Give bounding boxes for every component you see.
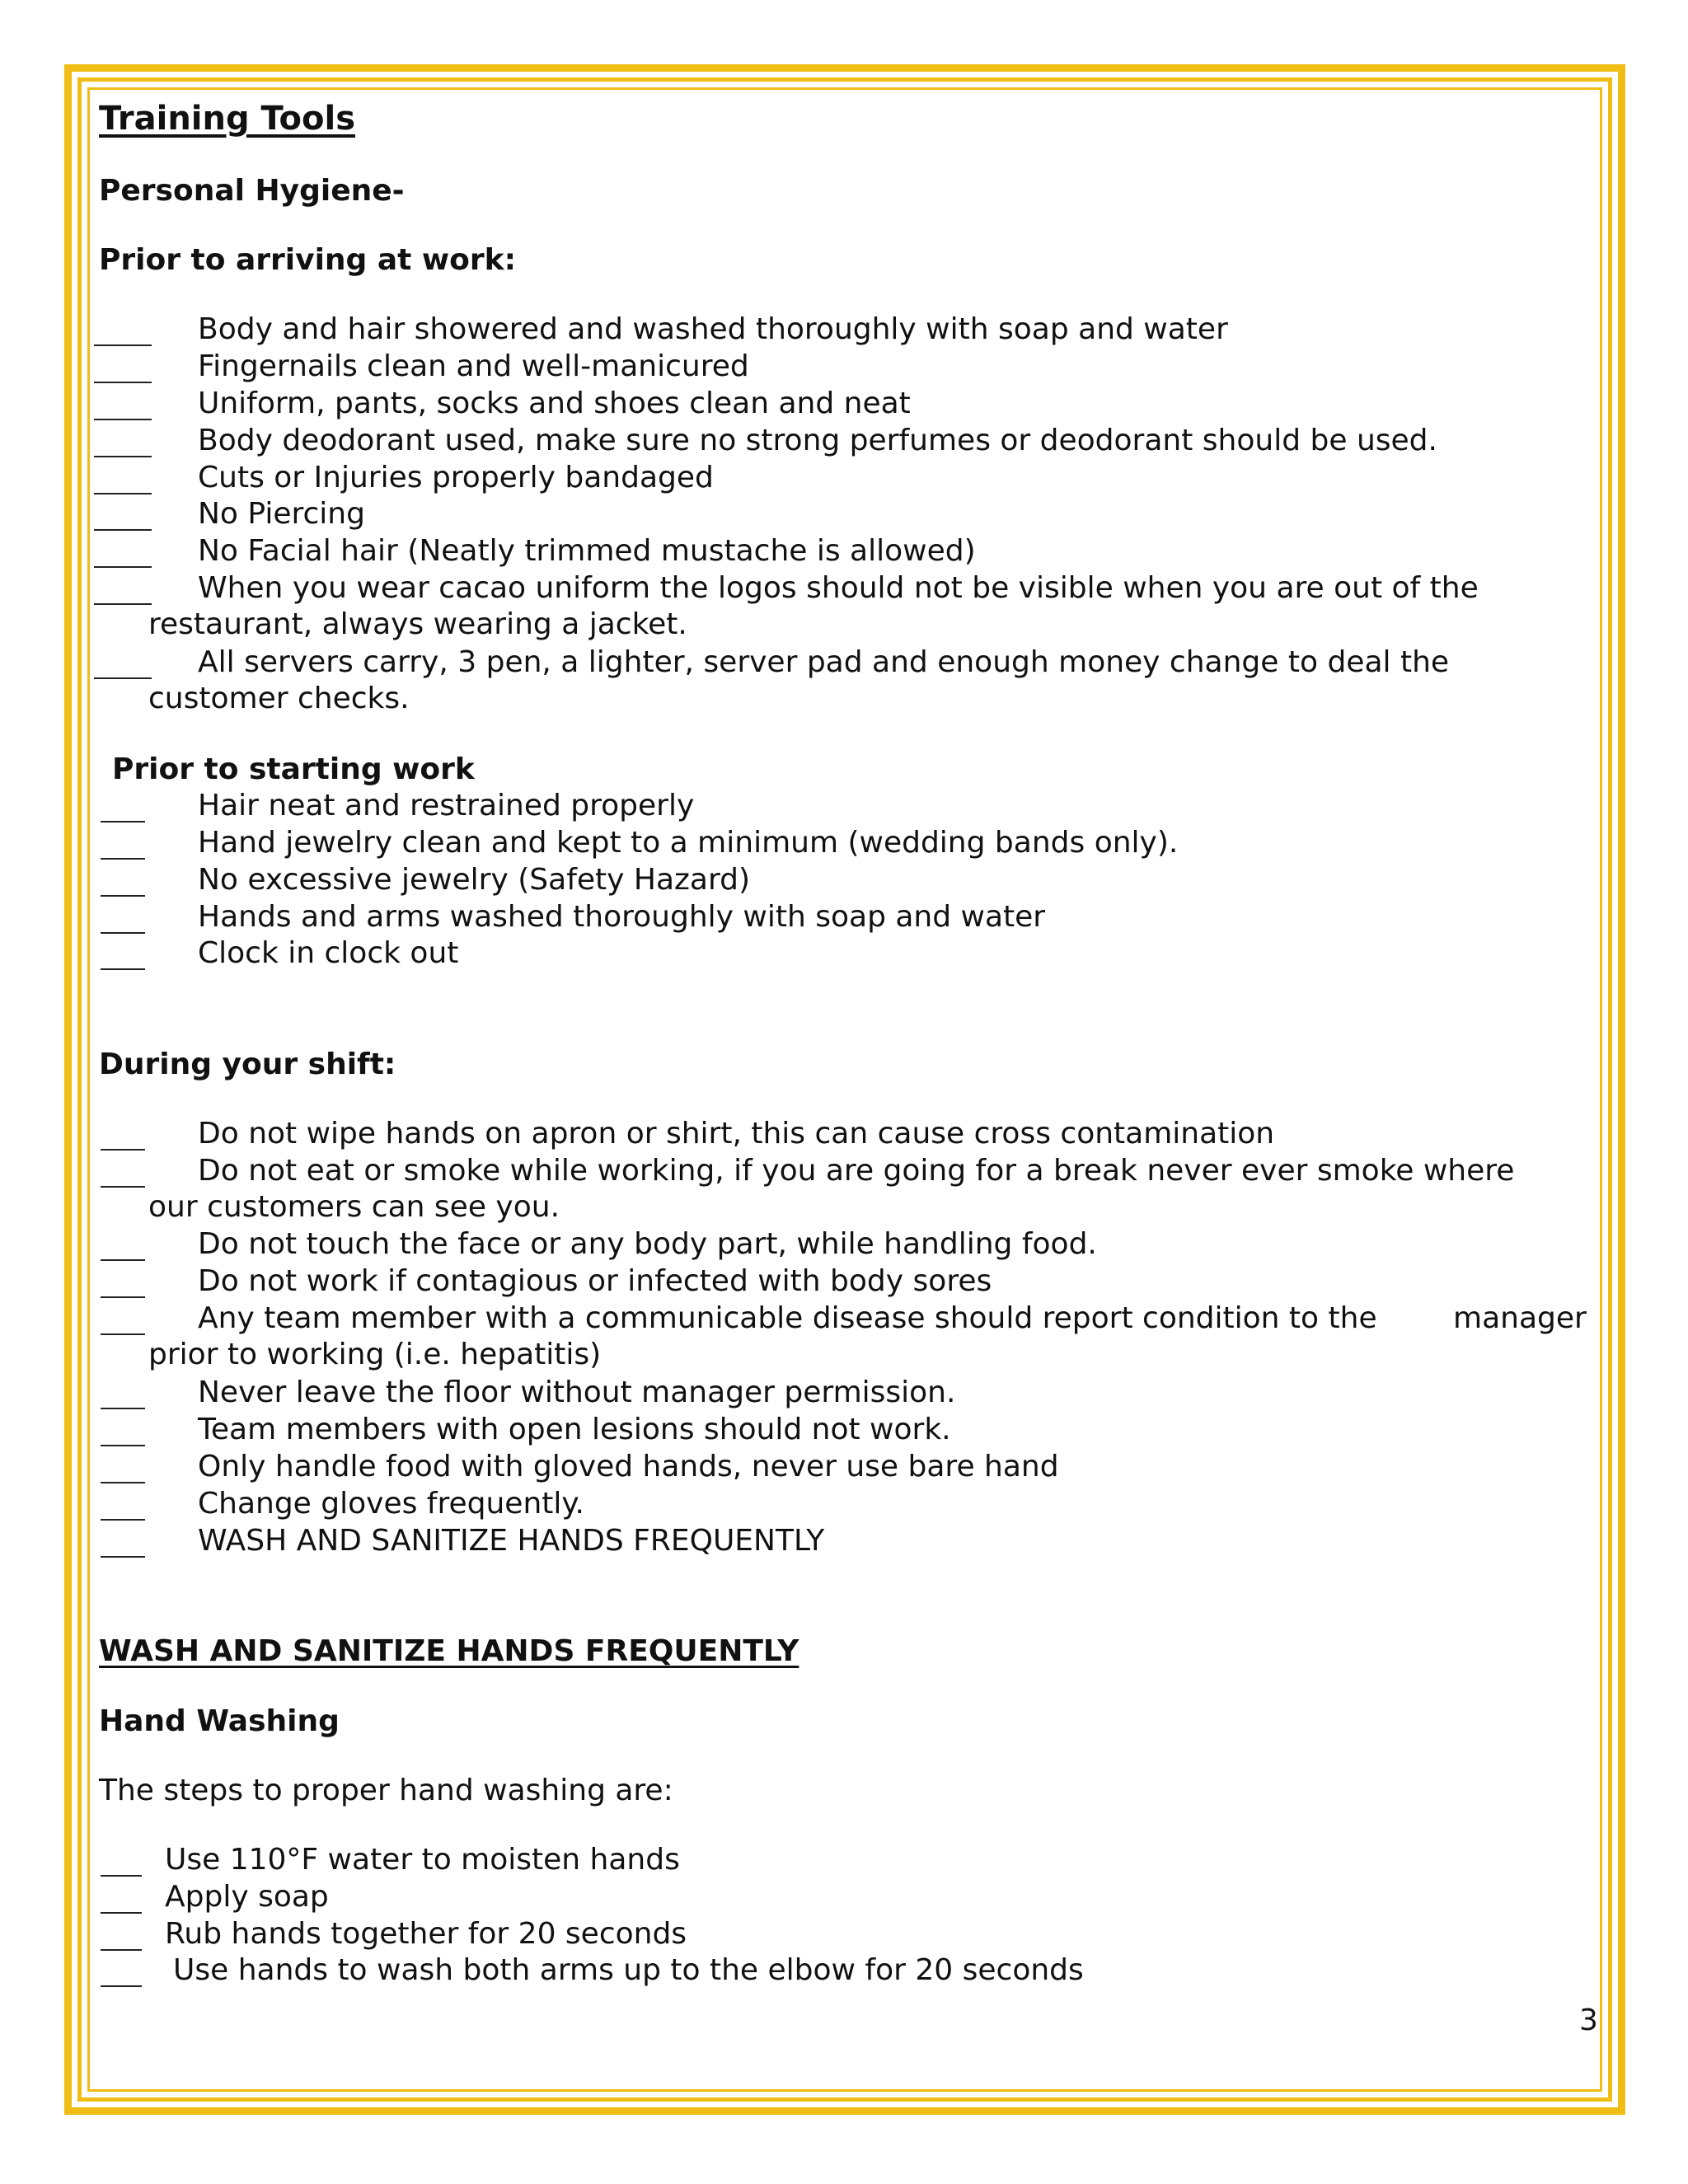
shift-item: Do not eat or smoke while working, if you are going for a break never ever smoke where (198, 1154, 1515, 1188)
checkbox-blank[interactable] (94, 344, 152, 346)
checkbox-blank[interactable] (101, 1296, 145, 1298)
checkbox-blank[interactable] (101, 932, 145, 934)
shift-item: Change gloves frequently. (198, 1487, 585, 1521)
arriving-item: Fingernails clean and well-manicured (198, 349, 749, 383)
shift-item: Do not work if contagious or infected with body sores (198, 1264, 992, 1298)
checkbox-blank[interactable] (101, 1556, 145, 1558)
arriving-item: All servers carry, 3 pen, a lighter, server pad and enough money change to deal the (198, 645, 1450, 679)
arriving-item: Uniform, pants, socks and shoes clean and neat (198, 387, 911, 420)
checkbox-blank[interactable] (101, 1985, 142, 1987)
checkbox-blank[interactable] (101, 895, 145, 897)
checkbox-blank[interactable] (101, 821, 145, 823)
hand-washing-heading: Hand Washing (99, 1704, 340, 1738)
shift-item-tail: manager (1453, 1301, 1587, 1335)
arriving-heading: Prior to arriving at work: (99, 243, 516, 277)
checkbox-blank[interactable] (94, 382, 152, 383)
arriving-item: When you wear cacao uniform the logos should not be visible when you are out of the (198, 571, 1479, 605)
arriving-item: Body deodorant used, make sure no strong perfumes or deodorant should be used. (198, 424, 1437, 457)
checkbox-blank[interactable] (101, 1445, 145, 1446)
checkbox-blank[interactable] (94, 566, 152, 568)
checkbox-blank[interactable] (94, 493, 152, 494)
shift-item: Team members with open lesions should not work. (198, 1413, 951, 1446)
starting-heading: Prior to starting work (112, 752, 475, 786)
starting-item: Hair neat and restrained properly (198, 789, 695, 823)
shift-item: Only handle food with gloved hands, never use bare hand (198, 1450, 1059, 1483)
checkbox-blank[interactable] (101, 1408, 145, 1409)
shift-item-continuation: our customers can see you. (148, 1190, 560, 1224)
checkbox-blank[interactable] (101, 968, 145, 970)
shift-item: Any team member with a communicable disease should report condition to the (198, 1301, 1377, 1335)
hand-washing-step: Rub hands together for 20 seconds (165, 1917, 687, 1951)
checkbox-blank[interactable] (94, 419, 152, 420)
checkbox-blank[interactable] (101, 1259, 145, 1261)
checkbox-blank[interactable] (101, 1875, 142, 1877)
starting-item: Hand jewelry clean and kept to a minimum (wedding bands only). (198, 826, 1179, 860)
starting-item: Clock in clock out (198, 936, 459, 970)
arriving-item: No Piercing (198, 497, 365, 531)
arriving-item-continuation: customer checks. (148, 682, 410, 715)
shift-item: WASH AND SANITIZE HANDS FREQUENTLY (198, 1524, 825, 1558)
checkbox-blank[interactable] (94, 603, 152, 605)
page-number: 3 (1579, 2004, 1598, 2037)
checkbox-blank[interactable] (94, 456, 152, 457)
starting-item: No excessive jewelry (Safety Hazard) (198, 863, 751, 897)
arriving-item: Cuts or Injuries properly bandaged (198, 461, 714, 494)
shift-item: Do not touch the face or any body part, while handling food. (198, 1227, 1097, 1261)
checkbox-blank[interactable] (101, 858, 145, 860)
checkbox-blank[interactable] (101, 1149, 145, 1151)
arriving-item-continuation: restaurant, always wearing a jacket. (148, 607, 687, 641)
arriving-item: No Facial hair (Neatly trimmed mustache is allowed) (198, 534, 976, 568)
hand-washing-intro: The steps to proper hand washing are: (99, 1774, 673, 1807)
checkbox-blank[interactable] (101, 1912, 142, 1914)
arriving-item: Body and hair showered and washed thoroughly with soap and water (198, 312, 1228, 346)
hand-washing-step: Use 110°F water to moisten hands (165, 1843, 680, 1877)
shift-item: Never leave the floor without manager permission. (198, 1376, 956, 1409)
checkbox-blank[interactable] (101, 1519, 145, 1521)
checkbox-blank[interactable] (101, 1482, 145, 1483)
starting-item: Hands and arms washed thoroughly with soap and water (198, 900, 1046, 934)
checkbox-blank[interactable] (101, 1186, 145, 1188)
shift-heading: During your shift: (99, 1047, 396, 1081)
hand-washing-step: Apply soap (165, 1880, 329, 1914)
checkbox-blank[interactable] (101, 1949, 142, 1951)
checkbox-blank[interactable] (94, 677, 152, 679)
checkbox-blank[interactable] (101, 1333, 145, 1335)
document-title: Training Tools (99, 100, 355, 138)
wash-sanitize-heading: WASH AND SANITIZE HANDS FREQUENTLY (99, 1634, 799, 1668)
hand-washing-step: Use hands to wash both arms up to the elbow for 20 seconds (173, 1953, 1084, 1987)
shift-item-continuation: prior to working (i.e. hepatitis) (148, 1338, 602, 1371)
section-heading: Personal Hygiene- (99, 174, 405, 208)
checkbox-blank[interactable] (94, 529, 152, 531)
shift-item: Do not wipe hands on apron or shirt, this can cause cross contamination (198, 1117, 1275, 1151)
